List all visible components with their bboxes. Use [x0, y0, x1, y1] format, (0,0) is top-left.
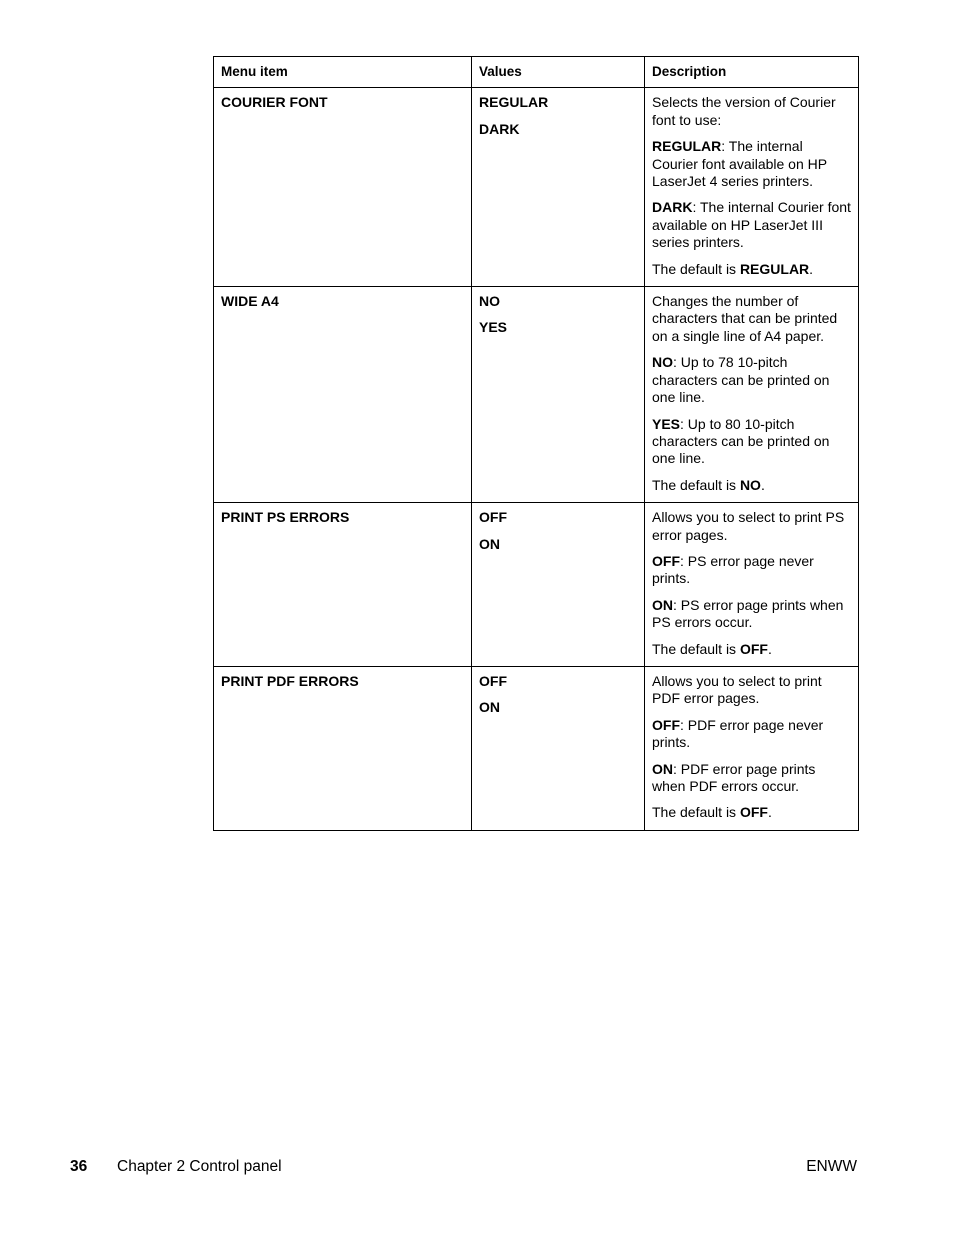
value-option: DARK: [479, 120, 520, 137]
option-name: OFF: [652, 552, 680, 569]
description-cell: [645, 88, 859, 287]
header-values: Values: [472, 57, 645, 88]
menu-settings-table: [213, 56, 859, 831]
value-option: ON: [479, 535, 500, 552]
page-number: 36: [70, 1158, 88, 1175]
description-option: [652, 717, 852, 752]
description-text: Allows you to select to print PS error pages.: [652, 509, 845, 543]
option-name: ON: [652, 596, 673, 613]
description-option: [652, 553, 852, 588]
option-detail: : PDF error page prints when PDF errors occur.: [652, 760, 816, 794]
description-option: [652, 199, 852, 251]
default-value: NO: [739, 476, 761, 493]
default-prefix: The default is: [652, 640, 740, 657]
menu-item-cell: COURIER FONT: [214, 88, 472, 287]
default-suffix: .: [767, 804, 772, 821]
option-name: DARK: [652, 199, 693, 216]
option-name: ON: [652, 760, 673, 777]
default-suffix: .: [809, 260, 814, 277]
table-row: [214, 503, 859, 667]
default-note: [652, 641, 852, 658]
values-cell: [472, 88, 645, 287]
default-note: [652, 804, 852, 821]
default-note: [652, 261, 852, 278]
value-option: OFF: [479, 509, 507, 526]
option-name: OFF: [652, 716, 680, 733]
description-option: [652, 354, 852, 406]
option-detail: : PDF error page never prints.: [652, 716, 824, 751]
default-suffix: .: [767, 640, 772, 657]
value-option: YES: [479, 319, 508, 336]
table-row: [214, 88, 859, 287]
description-cell: [645, 287, 859, 503]
default-value: REGULAR: [739, 260, 810, 277]
values-cell: [472, 287, 645, 503]
description-cell: [645, 666, 859, 830]
default-value: OFF: [739, 640, 768, 657]
default-suffix: .: [760, 476, 765, 493]
option-detail: : PS error page prints when PS errors occur.: [652, 596, 844, 631]
description-option: [652, 761, 852, 796]
menu-item-cell: PRINT PDF ERRORS: [214, 666, 472, 830]
default-prefix: The default is: [652, 476, 740, 493]
value-option: OFF: [479, 672, 507, 689]
description-text: Changes the number of characters that can be printed on a single line of A4 paper.: [652, 293, 838, 344]
description-option: [652, 138, 852, 190]
option-detail: : The internal Courier font available on HP LaserJet III series printers.: [652, 199, 851, 251]
chapter-title: Chapter 2 Control panel: [117, 1158, 282, 1175]
header-description: Description: [645, 57, 859, 88]
description-text: Selects the version of Courier font to use:: [652, 94, 836, 128]
option-name: YES: [652, 415, 681, 432]
description-text: Allows you to select to print PDF error pages.: [652, 672, 822, 707]
value-option: NO: [479, 293, 500, 310]
default-prefix: The default is: [652, 260, 740, 277]
value-option: REGULAR: [479, 94, 549, 111]
document-code: ENWW: [806, 1158, 857, 1175]
header-menu-item: Menu item: [214, 57, 472, 88]
default-value: OFF: [739, 804, 768, 821]
table-row: [214, 287, 859, 503]
value-option: ON: [479, 699, 500, 716]
option-detail: : Up to 80 10-pitch characters can be printed on one line.: [652, 415, 830, 467]
values-cell: [472, 503, 645, 667]
option-detail: : The internal Courier font available on HP LaserJet 4 series printers.: [652, 138, 827, 190]
description-option: [652, 597, 852, 632]
description-cell: [645, 503, 859, 667]
option-detail: : Up to 78 10-pitch characters can be printed on one line.: [652, 354, 830, 406]
table-row: [214, 666, 859, 830]
menu-item-cell: PRINT PS ERRORS: [214, 503, 472, 667]
menu-item-cell: WIDE A4: [214, 287, 472, 503]
values-cell: [472, 666, 645, 830]
option-detail: : PS error page never prints.: [652, 552, 814, 587]
default-note: [652, 477, 852, 494]
option-name: REGULAR: [652, 138, 722, 155]
default-prefix: The default is: [652, 804, 740, 821]
page-footer: [0, 1158, 954, 1178]
option-name: NO: [652, 354, 673, 371]
description-option: [652, 416, 852, 468]
table-header-row: [214, 57, 859, 88]
